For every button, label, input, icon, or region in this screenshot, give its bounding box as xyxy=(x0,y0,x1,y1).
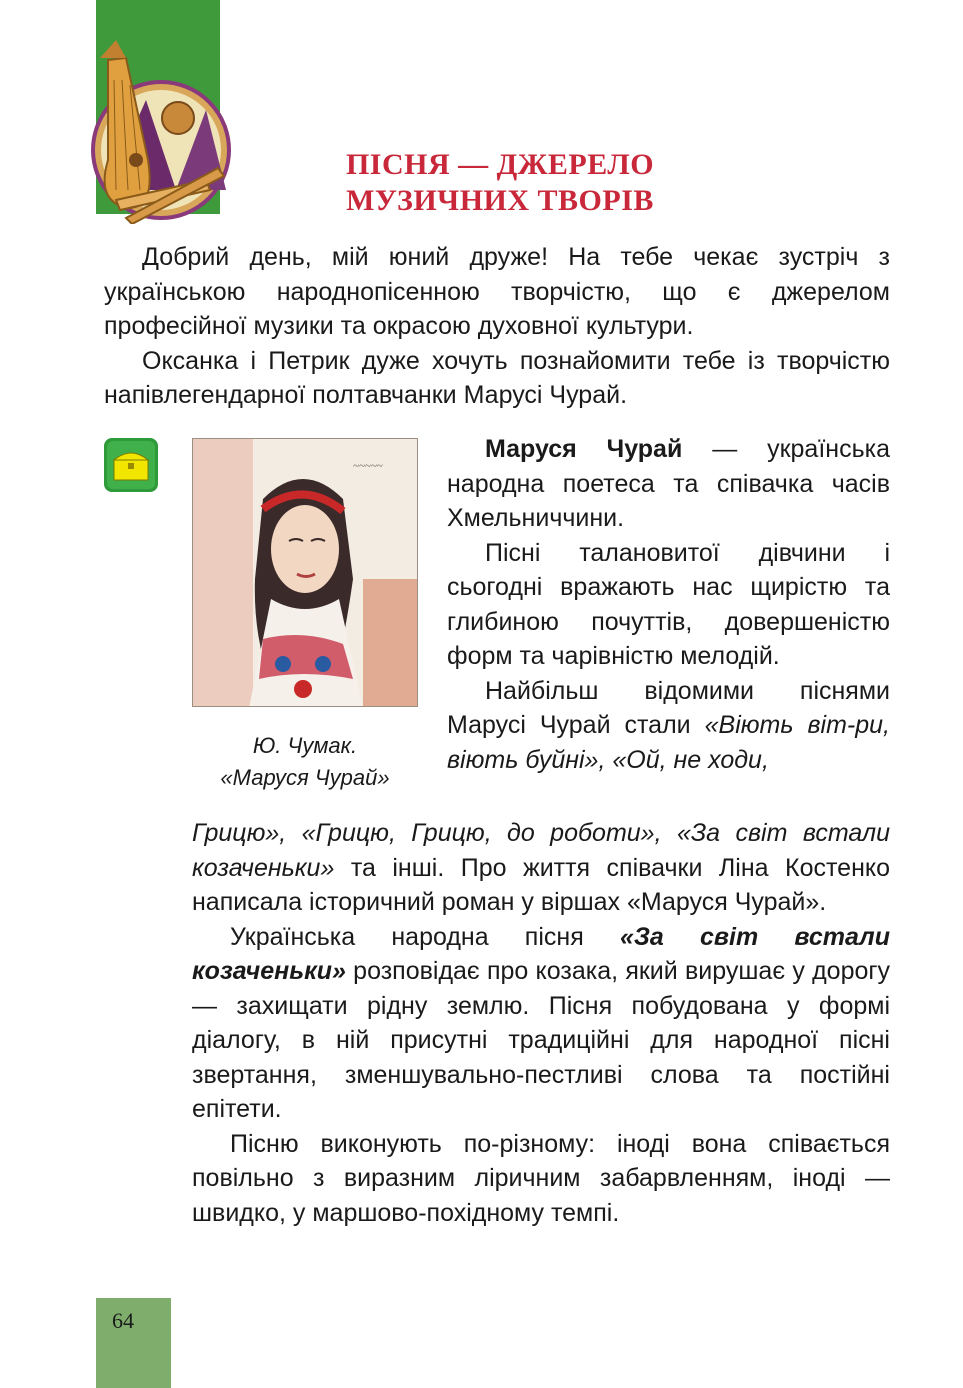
caption-author: Ю. Чумак. xyxy=(252,733,358,758)
kozachenky-description: розповідає про козака, який вирушає у дорогу — захищати рідну землю. Пісня побудована у формі діалогу, в ній присутні традиційні для народної пісні звертання, зменшувально-пестливі слова та постійні епітети. xyxy=(192,957,890,1123)
svg-text:~~~~~: ~~~~~ xyxy=(353,460,383,472)
intro-paragraph-1: Добрий день, мій юний друже! На тебе чекає зустріч з українською народнопісенною творчістю, що є джерелом професійної музики та окрасою духовної культури. xyxy=(104,243,890,340)
kozachenky-lead: Українська народна пісня xyxy=(230,922,620,951)
paragraph-famous-songs-cont xyxy=(192,816,890,920)
side-column-text xyxy=(447,432,890,777)
title-line-1: ПІСНЯ — ДЖЕРЕЛО xyxy=(345,148,655,181)
caption-title: «Маруся Чурай» xyxy=(220,765,390,790)
intro-paragraph-2: Оксанка і Петрик дуже хочуть познайомити тебе із творчістю напівлегендарної полтавчанки Марусі Чурай. xyxy=(104,346,890,409)
intro-text xyxy=(104,240,890,413)
marusia-name-bold: Маруся Чурай xyxy=(485,435,683,463)
paragraph-marusia-intro xyxy=(447,432,890,536)
main-wide-text xyxy=(192,816,890,1230)
famous-songs-lead: Найбільш відомими піснями Марусі Чурай стали xyxy=(447,676,890,739)
paragraph-performance: Пісню виконують по-різному: іноді вона співається повільно з виразним ліричним забарвленням, іноді — швидко, у маршово-похідному темпі. xyxy=(192,1129,890,1227)
paragraph-famous-songs-start xyxy=(447,674,890,778)
portrait-image xyxy=(193,439,418,707)
song-titles-part2: Грицю», «Грицю, Грицю, до роботи», «За світ встали козаченьки» xyxy=(192,819,890,882)
page-number: 64 xyxy=(112,1308,134,1333)
title-line-2: МУЗИЧНИХ ТВОРІВ xyxy=(346,184,654,217)
song-titles-part1: «Віють віт-ри, віють буйні», «Ой, не ходи, xyxy=(447,711,890,774)
portrait-caption xyxy=(192,730,418,794)
bandura-emblem-icon xyxy=(86,40,236,224)
kozachenky-title: «За світ встали козаченьки» xyxy=(192,922,890,985)
paragraph-songs-impress: Пісні талановитої дівчини і сьогодні вражають нас щирістю та глибиною почуттів, довершеністю форм та чарівністю мелодій. xyxy=(447,538,890,670)
famous-songs-tail: та інші. Про життя співачки Ліна Костенко написала історичний роман у віршах «Маруся Чурай». xyxy=(192,853,890,916)
treasure-chest-icon xyxy=(104,438,158,492)
page-title xyxy=(250,147,750,219)
paragraph-kozachenky xyxy=(192,920,890,1127)
portrait-painting xyxy=(192,438,418,707)
marusia-intro-rest: — українська народна поетеса та співачка часів Хмельниччини. xyxy=(447,435,890,532)
